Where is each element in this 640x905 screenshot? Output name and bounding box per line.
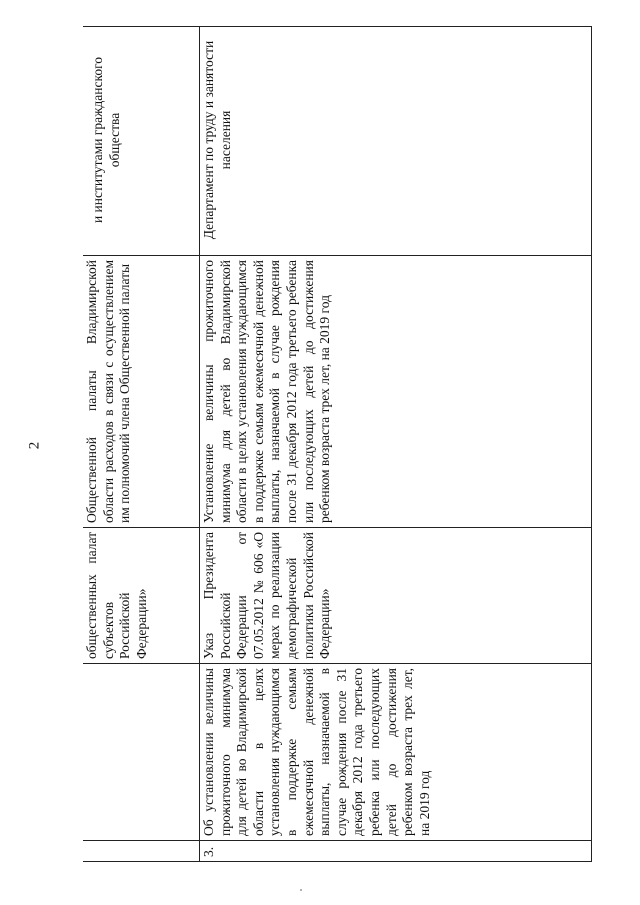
document-table — [83, 26, 592, 862]
column-divider — [83, 840, 591, 841]
row-continued-purpose: Общественной палаты Владимирской области расходов в связи с осуществлением им полномочий члена Общественной палаты — [84, 260, 133, 523]
page-number: 2 — [26, 441, 43, 450]
row-3-number: 3. — [201, 846, 216, 857]
row-continued-npa: общественных палат субъектов Российской Федерации» — [84, 532, 149, 659]
row-3-npa: Указ Президента Российской Федерации от 07.05.2012 № 606 «О мерах по реализации демографической политики Российской Федерации» — [201, 532, 333, 659]
row-3-title: Об установлении величины прожиточного минимума для детей во Владимирской области в целях установления нуждающимся в поддержке семьям ежемесячной денежной выплаты, назначаемой в случае рождения после 31 декабря 2012 года третьего ребенка или последующих детей до достижения ребенком возраста трех лет, на 2019 год — [201, 668, 432, 836]
row-3-purpose: Установление величины прожиточного минимума для детей во Владимирской области в целях установления нуждающимся в поддержке семьям ежемесячной денежной выплаты, назначаемой в случае рождения после 31 декабря 2012 года третьего ребенка или последующих детей до достижения ребенком возраста трех лет, на 2019 год — [201, 260, 333, 523]
table-frame — [83, 26, 592, 862]
scan-artifact — [300, 889, 302, 891]
row-3-responsible: Департамент по труду и занятости населения — [201, 40, 233, 240]
row-continued-responsible: и институтами гражданского общества — [90, 56, 122, 224]
